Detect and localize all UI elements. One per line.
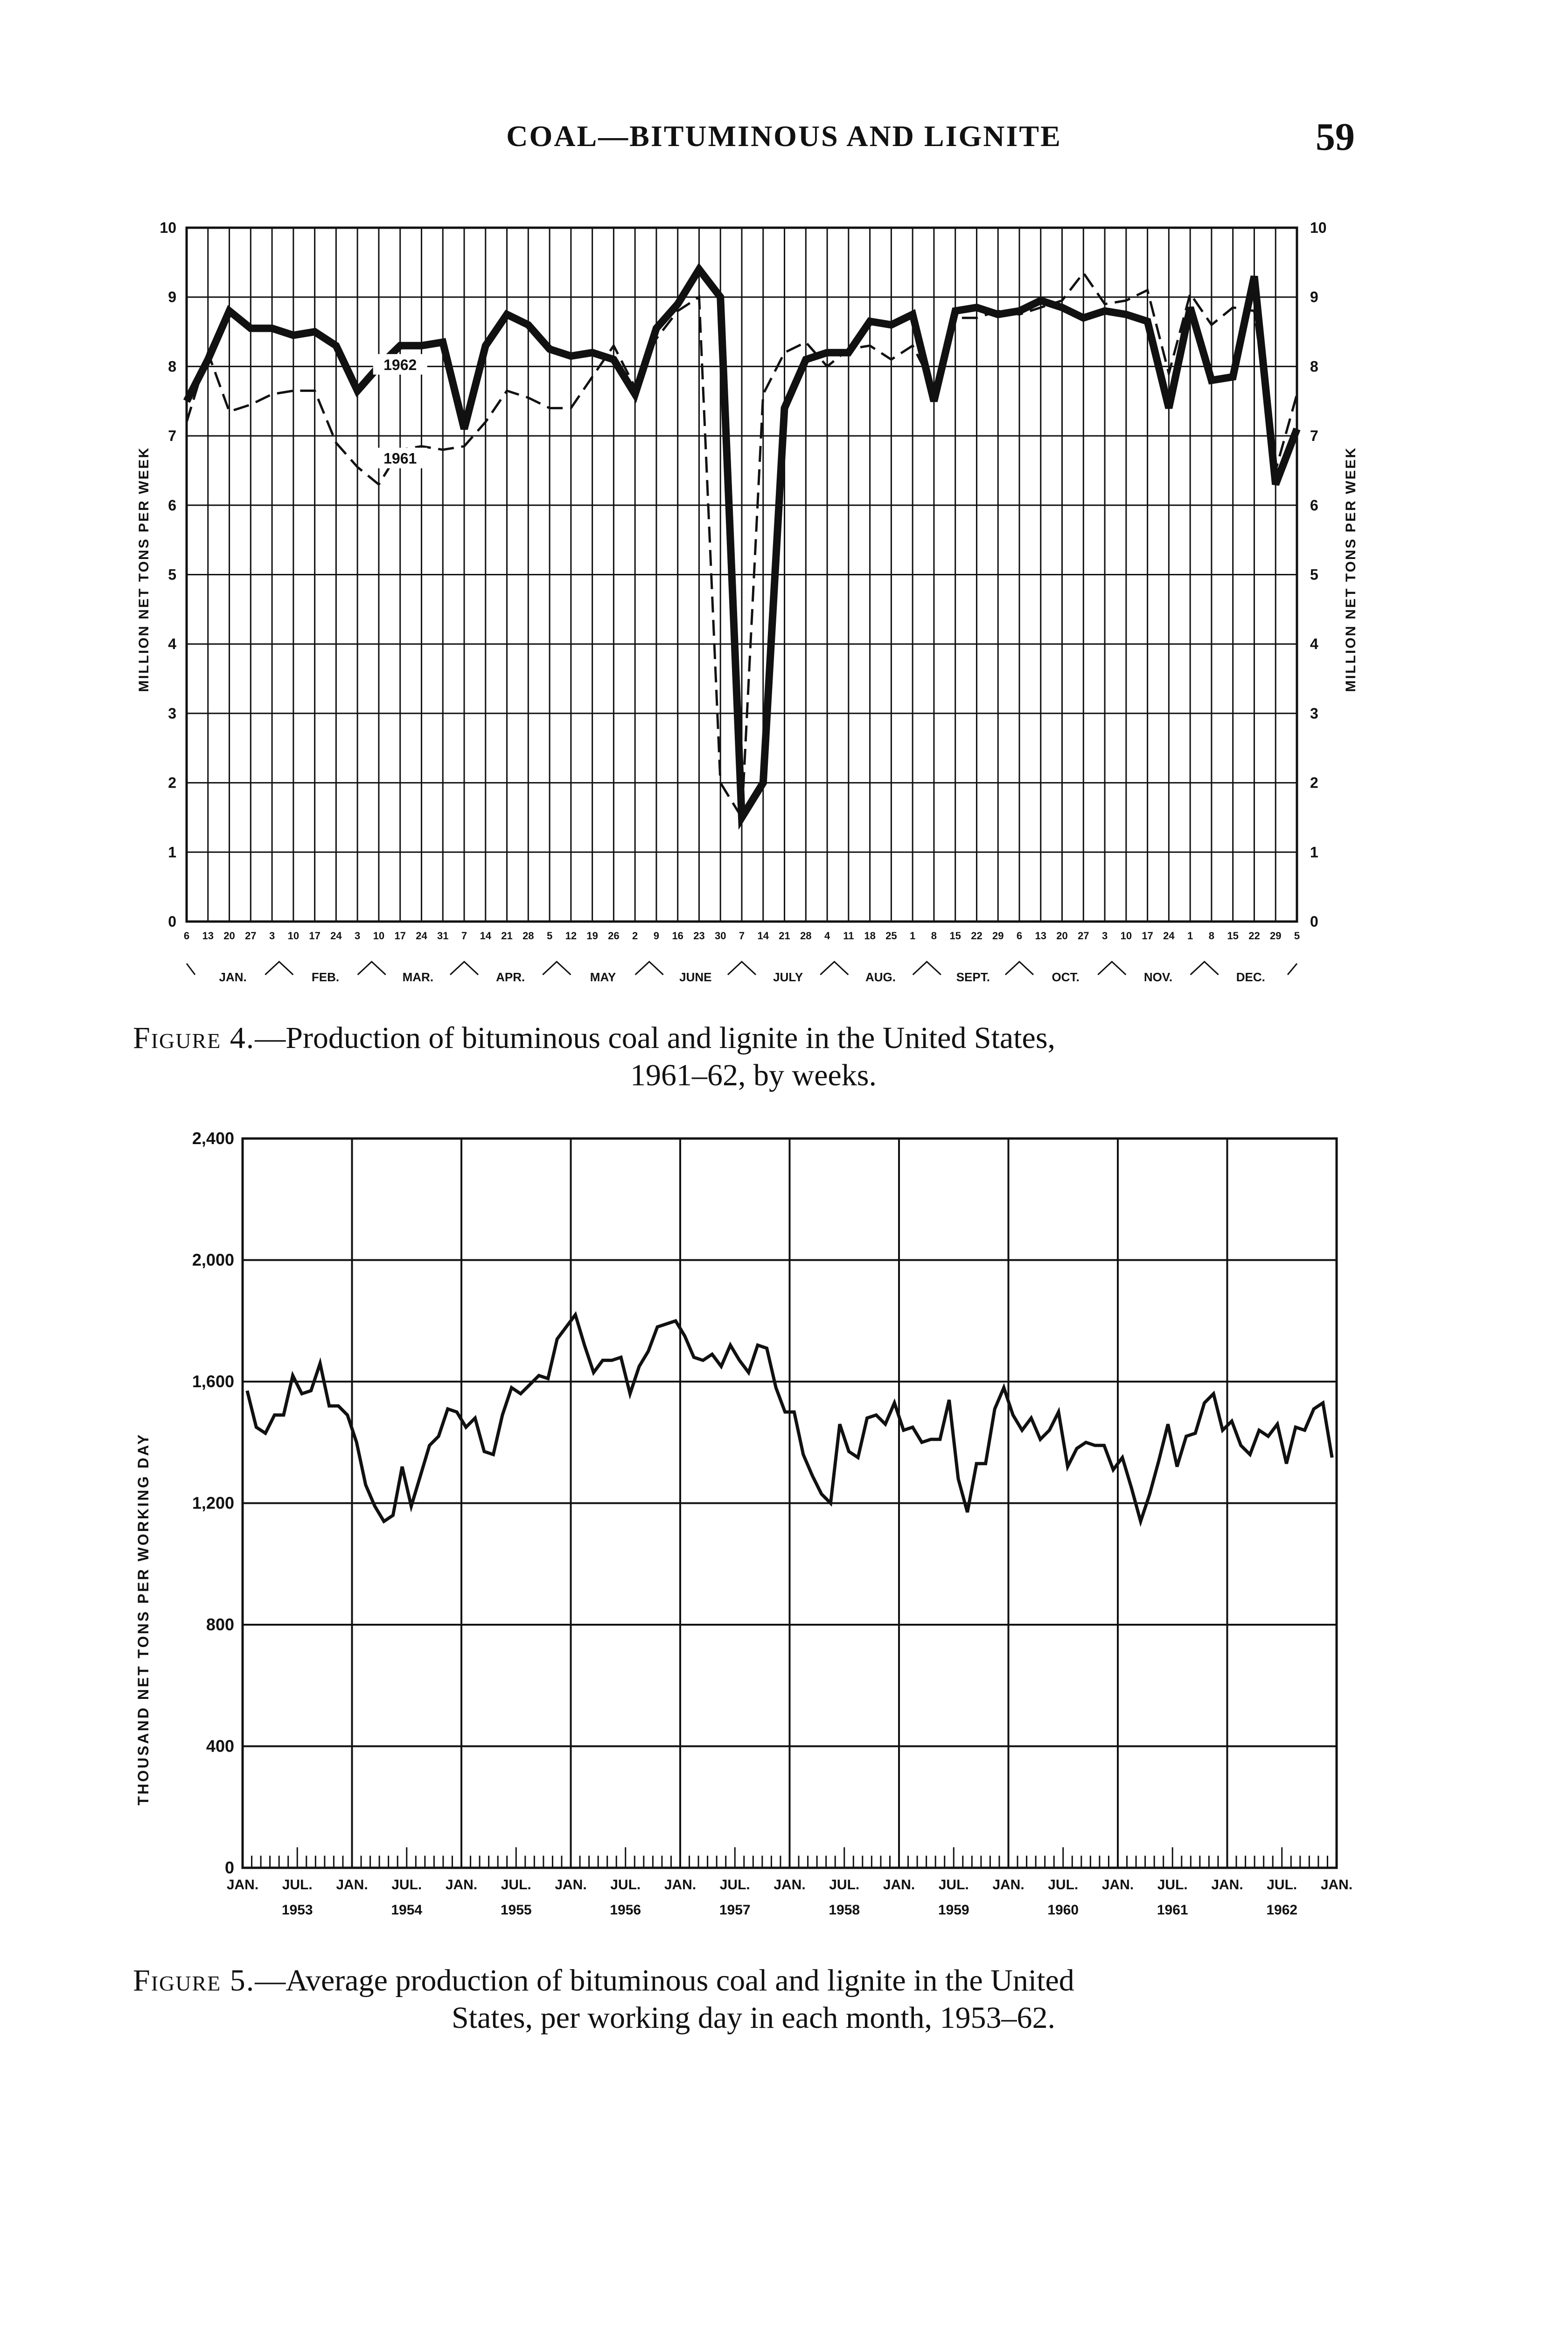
figure5-year-label: 1962 xyxy=(1266,1902,1298,1918)
figure4-y-tick-label-right: 8 xyxy=(1310,358,1318,375)
figure4-y-tick-label-left: 5 xyxy=(168,566,176,583)
figure5-caption xyxy=(133,1962,1374,2037)
figure4-month-bracket xyxy=(1288,964,1297,975)
figure4-y-axis-right xyxy=(1310,219,1327,930)
figure5-year-label: 1954 xyxy=(391,1902,423,1918)
figure5-year-label: 1957 xyxy=(719,1902,751,1918)
figure4-x-tick-label: 6 xyxy=(1016,930,1023,942)
figure4-month-separator xyxy=(543,962,571,975)
figure5-year-label: 1960 xyxy=(1047,1902,1079,1918)
figure5-grid xyxy=(243,1139,1337,1868)
figure4-month-label: AUG. xyxy=(865,970,896,984)
figure4-month-label: SEPT. xyxy=(956,970,990,984)
figure4-x-tick-label: 20 xyxy=(223,930,235,942)
figure4-y-tick-label-right: 1 xyxy=(1310,844,1318,861)
figure5-x-axis xyxy=(227,1877,1352,1918)
figure5-x-tick-label: JAN. xyxy=(555,1877,587,1893)
figure4-x-tick-label: 24 xyxy=(416,930,427,942)
figure4-x-tick-label: 1 xyxy=(1187,930,1193,942)
figure5-x-tick-label: JUL. xyxy=(829,1877,860,1893)
figure4-month-label: OCT. xyxy=(1052,970,1080,984)
figure4-month-separator xyxy=(358,962,386,975)
figure4-x-tick-label: 27 xyxy=(245,930,257,942)
figure5-y-axis xyxy=(192,1129,234,1877)
figure4-x-tick-label: 24 xyxy=(330,930,342,942)
figure4-x-tick-label: 29 xyxy=(1269,930,1282,942)
figure4-y-tick-label-right: 7 xyxy=(1310,427,1318,445)
figure5-x-tick-label: JUL. xyxy=(1267,1877,1297,1893)
figure4-x-tick-label: 29 xyxy=(992,930,1004,942)
figure4-x-tick-label: 2 xyxy=(632,930,638,942)
figure4-chart xyxy=(0,0,1568,1027)
figure4-y-tick-label-right: 3 xyxy=(1310,705,1318,722)
figure4-x-tick-label: 15 xyxy=(1227,930,1239,942)
figure4-x-tick-label: 13 xyxy=(202,930,214,942)
figure5-year-label: 1958 xyxy=(829,1902,860,1918)
figure5-x-tick-label: JAN. xyxy=(883,1877,915,1893)
figure4-month-separator xyxy=(728,962,756,975)
figure4-x-tick-label: 30 xyxy=(714,930,726,942)
figure5-chart xyxy=(0,1073,1568,1960)
figure5-y-tick-label: 1,200 xyxy=(192,1493,234,1513)
figure4-x-tick-label: 14 xyxy=(757,930,769,942)
figure4-x-tick-label: 10 xyxy=(373,930,385,942)
figure5-caption-line1: —Average production of bituminous coal and lignite in the United xyxy=(255,1963,1074,1998)
figure4-x-tick-label: 4 xyxy=(824,930,830,942)
figure4-x-tick-label: 3 xyxy=(1101,930,1108,942)
figure4-y-label-left: MILLION NET TONS PER WEEK xyxy=(136,446,152,692)
figure5-year-label: 1953 xyxy=(281,1902,313,1918)
figure4-y-tick-label-right: 4 xyxy=(1310,636,1318,653)
figure4-series-label-1961: 1961 xyxy=(383,450,417,467)
figure5-x-tick-label: JAN. xyxy=(445,1877,478,1893)
figure5-y-tick-label: 1,600 xyxy=(192,1372,234,1391)
figure5-x-tick-label: JAN. xyxy=(226,1877,259,1893)
figure5-x-tick-label: JAN. xyxy=(774,1877,806,1893)
figure5-x-tick-label: JAN. xyxy=(664,1877,697,1893)
figure4-x-tick-label: 13 xyxy=(1035,930,1047,942)
figure4-month-separator xyxy=(913,962,941,975)
figure4-month-separator xyxy=(1098,962,1126,975)
figure5-y-tick-label: 800 xyxy=(206,1615,234,1634)
figure4-month-separator xyxy=(1191,962,1219,975)
figure4-y-tick-label-left: 9 xyxy=(168,288,176,306)
figure4-x-tick-label: 25 xyxy=(885,930,897,942)
figure4-x-tick-label: 12 xyxy=(565,930,577,942)
figure5-caption-line2: States, per working day in each month, 1953–62. xyxy=(451,2001,1056,2035)
figure4-x-tick-label: 26 xyxy=(608,930,620,942)
figure4-y-tick-label-left: 8 xyxy=(168,358,176,375)
figure4-x-tick-label: 16 xyxy=(672,930,683,942)
figure5-x-tick-label: JAN. xyxy=(1211,1877,1243,1893)
figure4-x-tick-label: 10 xyxy=(287,930,300,942)
figure4-month-label: MAY xyxy=(590,970,616,984)
figure4-month-bracket xyxy=(187,964,195,975)
figure4-x-day-labels xyxy=(184,930,1300,942)
figure4-month-label: JAN. xyxy=(219,970,247,984)
figure4-month-label: JUNE xyxy=(679,970,712,984)
figure4-x-tick-label: 14 xyxy=(480,930,492,942)
figure4-y-tick-label-left: 0 xyxy=(168,913,176,930)
figure4-y-tick-label-right: 0 xyxy=(1310,913,1318,930)
figure4-y-tick-label-left: 1 xyxy=(168,844,176,861)
figure4-x-tick-label: 5 xyxy=(1294,930,1300,942)
figure4-x-tick-label: 6 xyxy=(183,930,190,942)
figure4-x-tick-label: 11 xyxy=(843,930,854,942)
figure5-x-tick-label: JAN. xyxy=(336,1877,368,1893)
figure4-y-tick-label-left: 3 xyxy=(168,705,176,722)
figure5-x-tick-label: JAN. xyxy=(992,1877,1024,1893)
figure4-month-separator xyxy=(450,962,478,975)
figure5-x-tick-label: JUL. xyxy=(391,1877,422,1893)
figure5-x-tick-label: JUL. xyxy=(501,1877,531,1893)
figure4-x-tick-label: 9 xyxy=(653,930,660,942)
figure4-x-tick-label: 17 xyxy=(309,930,321,942)
figure4-x-tick-label: 15 xyxy=(949,930,961,942)
figure4-month-label: JULY xyxy=(773,970,803,984)
figure4-x-tick-label: 21 xyxy=(779,930,790,942)
figure4-x-tick-label: 8 xyxy=(1208,930,1215,942)
figure4-x-tick-label: 1 xyxy=(910,930,916,942)
figure5-y-tick-label: 400 xyxy=(206,1736,234,1756)
figure5-y-tick-label: 2,400 xyxy=(192,1129,234,1148)
figure4-month-label: DEC. xyxy=(1236,970,1265,984)
figure4-month-separator xyxy=(265,962,293,975)
figure4-y-tick-label-left: 10 xyxy=(160,219,176,236)
figure4-y-tick-label-right: 9 xyxy=(1310,288,1318,306)
figure4-y-tick-label-left: 7 xyxy=(168,427,176,445)
figure4-x-tick-label: 17 xyxy=(1142,930,1153,942)
figure5-x-tick-label: JUL. xyxy=(1157,1877,1188,1893)
figure4-series-label-1962: 1962 xyxy=(383,356,417,373)
figure5-x-tick-label: JUL. xyxy=(282,1877,313,1893)
figure4-x-tick-label: 10 xyxy=(1120,930,1132,942)
figure4-x-tick-label: 19 xyxy=(586,930,598,942)
figure4-month-label: FEB. xyxy=(311,970,340,984)
figure4-x-tick-label: 3 xyxy=(355,930,361,942)
figure5-y-tick-label: 2,000 xyxy=(192,1250,234,1270)
figure5-year-label: 1959 xyxy=(938,1902,969,1918)
figure4-y-tick-label-right: 2 xyxy=(1310,774,1318,791)
figure5-year-label: 1956 xyxy=(610,1902,641,1918)
page-number: 59 xyxy=(1316,115,1355,159)
figure4-month-label: NOV. xyxy=(1143,970,1173,984)
figure4-x-tick-label: 18 xyxy=(864,930,876,942)
figure4-x-tick-label: 22 xyxy=(1248,930,1260,942)
figure4-y-tick-label-left: 4 xyxy=(168,636,176,653)
figure4-x-tick-label: 24 xyxy=(1163,930,1175,942)
figure4-x-tick-label: 22 xyxy=(971,930,983,942)
figure4-y-label-right: MILLION NET TONS PER WEEK xyxy=(1343,446,1359,692)
figure4-month-separator xyxy=(1005,962,1033,975)
figure5-y-tick-label: 0 xyxy=(224,1858,234,1877)
figure5-year-label: 1955 xyxy=(500,1902,532,1918)
figure4-y-tick-label-right: 6 xyxy=(1310,496,1318,514)
figure5-x-tick-label: JAN. xyxy=(1101,1877,1134,1893)
figure4-x-tick-label: 23 xyxy=(693,930,705,942)
figure4-x-tick-label: 7 xyxy=(739,930,745,942)
figure4-x-tick-label: 28 xyxy=(523,930,534,942)
figure4-y-axis-left xyxy=(160,219,176,930)
figure5-x-tick-label: JUL. xyxy=(719,1877,750,1893)
figure4-x-tick-label: 20 xyxy=(1056,930,1068,942)
figure4-caption-line1: —Production of bituminous coal and lignite in the United States, xyxy=(255,1021,1056,1055)
figure4-x-tick-label: 21 xyxy=(501,930,513,942)
figure4-y-tick-label-right: 10 xyxy=(1310,219,1327,236)
running-head: COAL—BITUMINOUS AND LIGNITE xyxy=(506,119,1062,153)
figure5-caption-lead: Figure 5. xyxy=(133,1963,255,1998)
figure4-y-tick-label-right: 5 xyxy=(1310,566,1318,583)
figure4-x-tick-label: 5 xyxy=(546,930,553,942)
figure4-y-tick-label-left: 2 xyxy=(168,774,176,791)
figure4-month-label: APR. xyxy=(496,970,525,984)
figure4-caption-line2: 1961–62, by weeks. xyxy=(630,1058,877,1092)
figure4-y-tick-label-left: 6 xyxy=(168,496,176,514)
figure5-x-tick-label: JUL. xyxy=(1048,1877,1079,1893)
figure5-x-tick-label: JUL. xyxy=(938,1877,969,1893)
figure4-x-tick-label: 27 xyxy=(1078,930,1089,942)
figure4-x-tick-label: 28 xyxy=(800,930,812,942)
figure5-y-label: THOUSAND NET TONS PER WORKING DAY xyxy=(135,1432,152,1806)
figure4-month-label: MAR. xyxy=(402,970,434,984)
figure4-x-tick-label: 7 xyxy=(461,930,467,942)
figure4-x-tick-label: 8 xyxy=(931,930,937,942)
figure4-x-tick-label: 31 xyxy=(437,930,449,942)
figure4-month-separator xyxy=(820,962,848,975)
figure5-year-label: 1961 xyxy=(1157,1902,1188,1918)
figure4-x-tick-label: 3 xyxy=(269,930,275,942)
figure4-caption-lead: Figure 4. xyxy=(133,1021,255,1055)
figure5-x-tick-label: JAN. xyxy=(1320,1877,1353,1893)
figure4-month-separator xyxy=(635,962,663,975)
figure4-x-tick-label: 17 xyxy=(394,930,406,942)
figure5-x-tick-label: JUL. xyxy=(610,1877,641,1893)
figure4-month-labels xyxy=(187,962,1297,984)
